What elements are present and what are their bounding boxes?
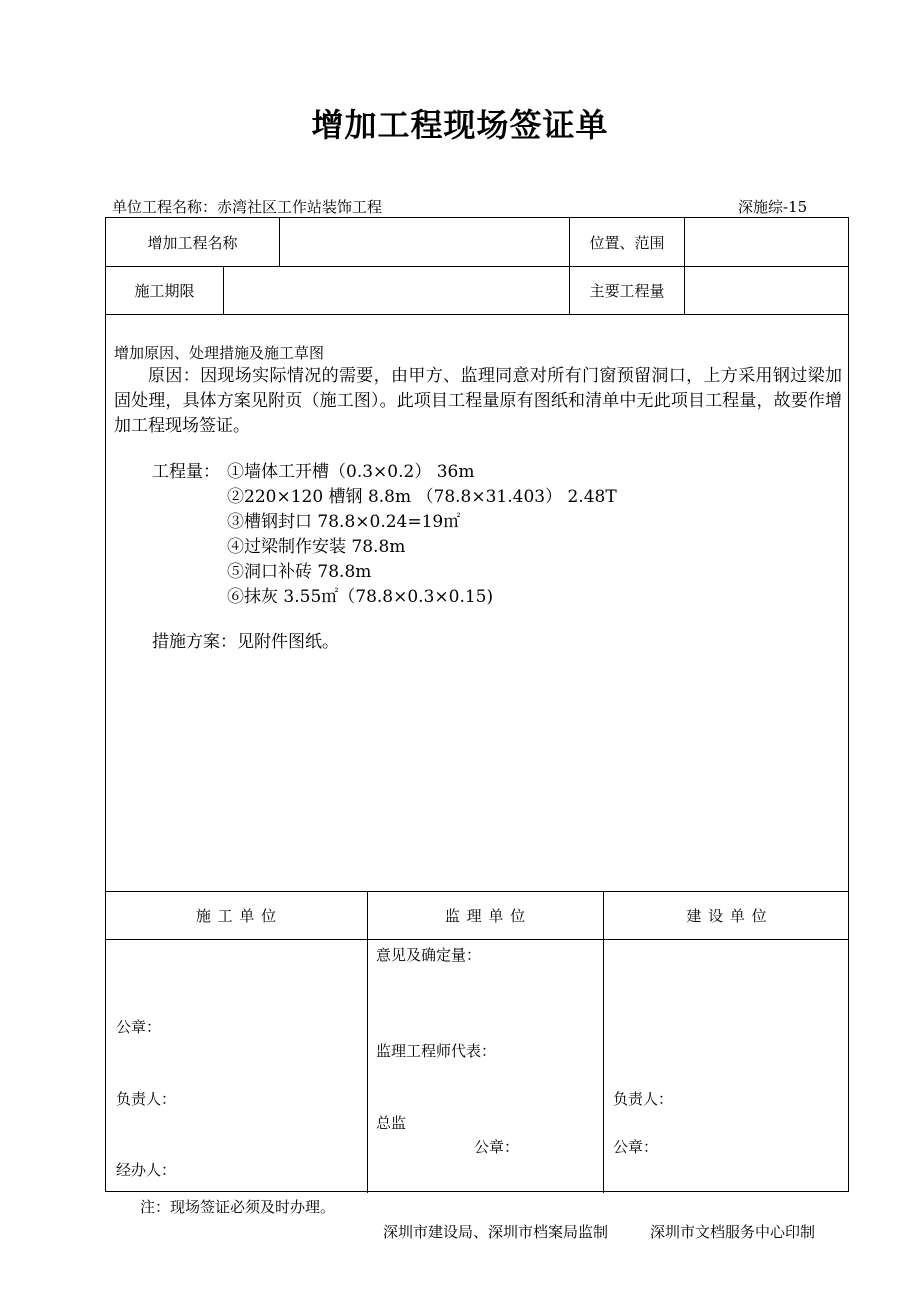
owner-unit-header: 建 设 单 位 [686,906,768,925]
owner-seal-label: 公章： [613,1138,659,1156]
measures-text: 措施方案：见附件图纸。 [152,632,339,652]
main-quantity-label: 主要工程量 [589,281,665,300]
form-table [105,217,849,1192]
location-scope-value[interactable] [685,218,850,266]
construction-seal-label: 公章： [116,1018,162,1036]
supervision-chief-label: 总监 [376,1114,407,1132]
row-divider [106,314,848,315]
supervision-opinion-label: 意见及确定量： [376,946,482,964]
construction-unit-header: 施 工 单 位 [195,906,278,925]
quantity-item: ②220×120 槽钢 8.8m （78.8×31.403） 2.48T [227,487,617,507]
supervision-unit-header: 监 理 单 位 [444,906,527,925]
quantities-label: 工程量： [152,462,220,482]
added-project-name-value[interactable] [280,218,569,266]
main-quantity-value[interactable] [685,266,850,314]
quantity-item: ⑤洞口补砖 78.8m [227,562,372,582]
construction-responsible-label: 负责人： [116,1090,177,1108]
supervision-seal-label: 公章： [474,1138,520,1156]
footer-note: 注：现场签证必须及时办理。 [140,1198,336,1216]
form-title: 增加工程现场签证单 [311,106,609,144]
location-scope-label: 位置、范围 [589,233,665,252]
quantity-item: ⑥抹灰 3.55㎡（78.8×0.3×0.15) [227,587,494,607]
footer-printer: 深圳市文档服务中心印制 [650,1223,816,1241]
quantity-item: ③槽钢封口 78.8×0.24=19㎡ [227,512,461,532]
owner-responsible-label: 负责人： [613,1090,674,1108]
form-code: 深施综-15 [738,198,808,216]
supervision-engineer-label: 监理工程师代表： [376,1042,497,1060]
project-name-label: 单位工程名称：赤湾社区工作站装饰工程 [112,198,383,216]
quantity-item: ①墙体工开槽（0.3×0.2） 36m [227,462,475,482]
construction-handler-label: 经办人： [116,1161,177,1179]
footer-issuer: 深圳市建设局、深圳市档案局监制 [383,1223,609,1241]
reason-text: 原因：因现场实际情况的需要，由甲方、监理同意对所有门窗预留洞口，上方采用钢过梁加固处理，具体方案见附页（施工图）。此项目工程量原有图纸和清单中无此项目工程量，故要作增加工程现场签证。 [114,366,842,436]
section-label: 增加原因、处理措施及施工草图 [114,344,325,362]
construction-period-value[interactable] [224,266,569,314]
row-divider [106,939,848,940]
quantity-item: ④过梁制作安装 78.8m [227,537,406,557]
added-project-name-label: 增加工程名称 [147,233,238,252]
construction-period-label: 施工期限 [134,281,195,300]
